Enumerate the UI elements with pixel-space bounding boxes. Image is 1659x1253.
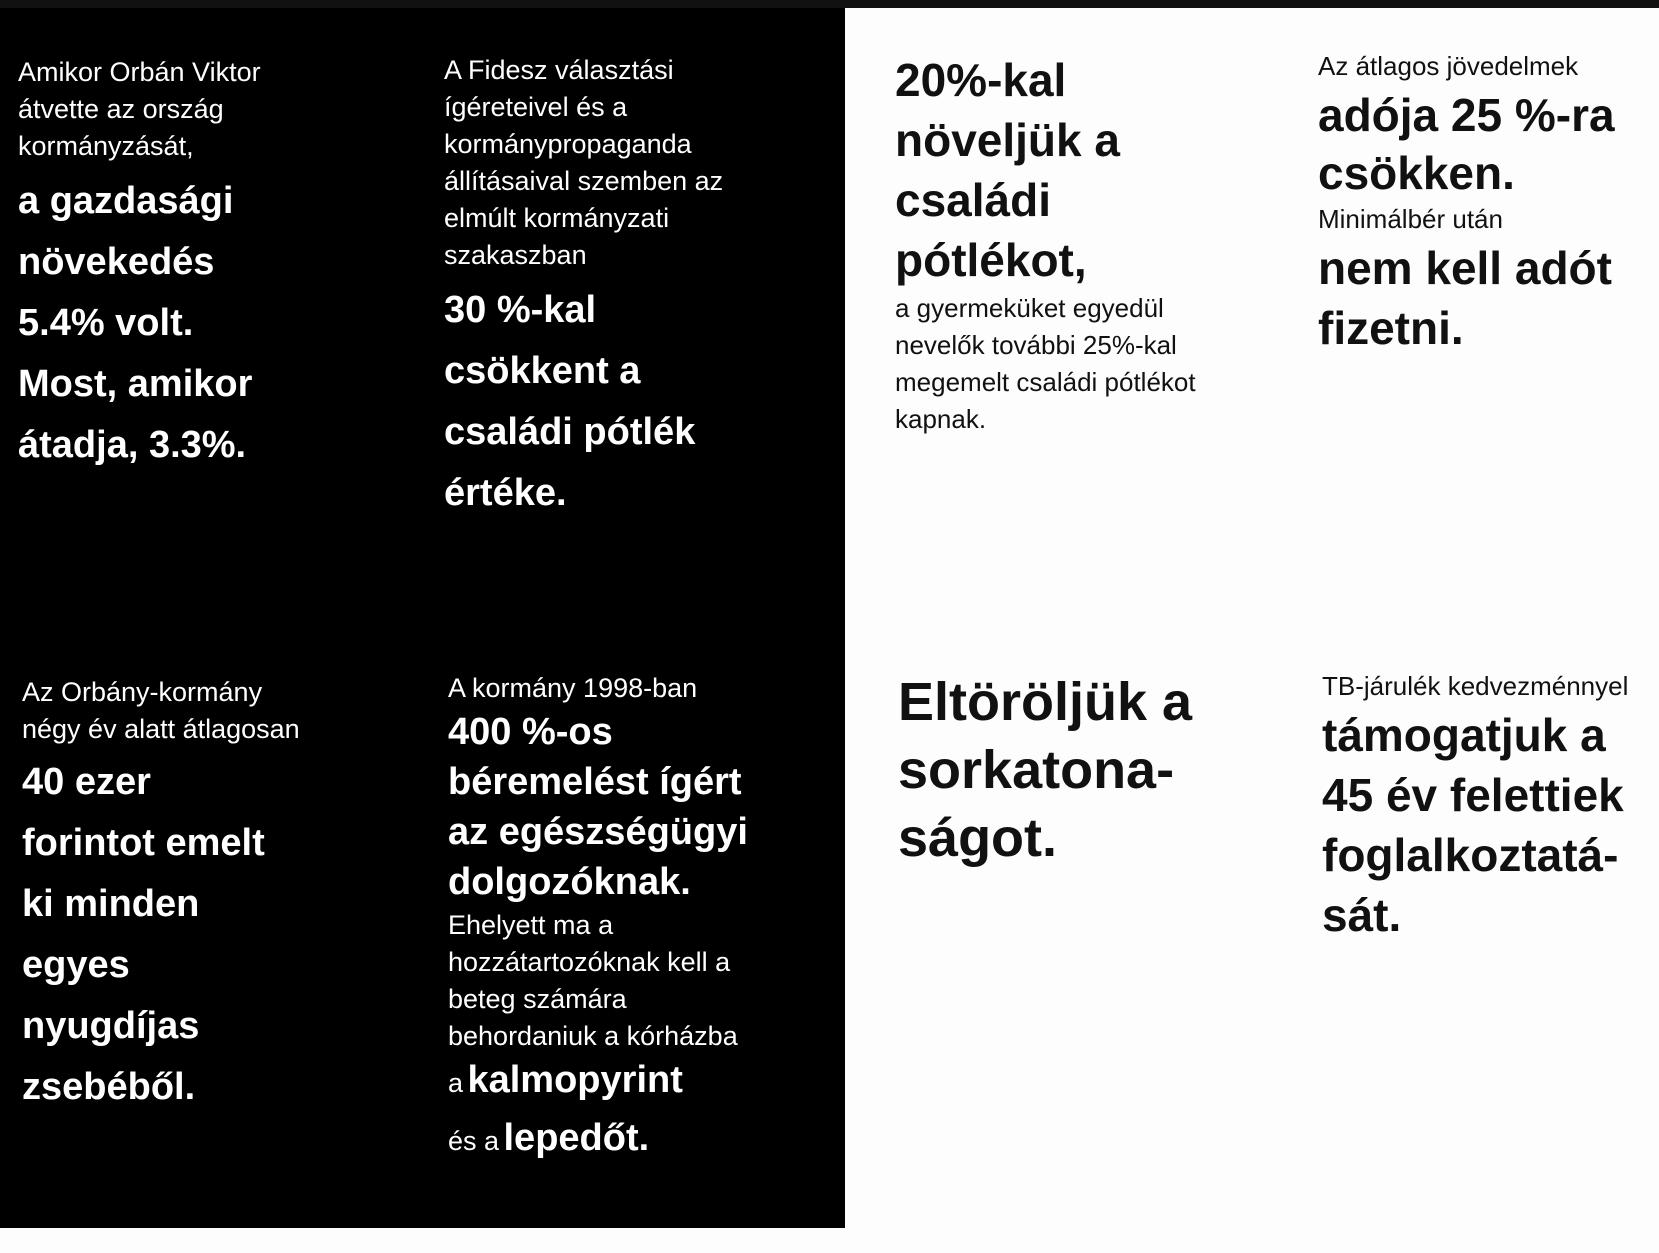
pension-block (22, 674, 372, 1118)
emphasis-line: sorkatona- (898, 740, 1175, 800)
intro-line: átvette az ország (18, 94, 224, 124)
emphasis-line: dolgozóknak. (448, 861, 691, 903)
intro-line: elmúlt kormányzati (444, 203, 670, 233)
emphasis-line: átadja, 3.3%. (18, 424, 247, 466)
healthcare-block (448, 670, 828, 1171)
emphasis-line: 45 év felettiek (1322, 769, 1624, 821)
intro-line: Amikor Orbán Viktor (18, 57, 261, 87)
emphasis-line: egyes (22, 944, 130, 986)
emphasis-line: csökken. (1318, 147, 1515, 199)
emphasis-line: adója 25 %-ra (1318, 89, 1615, 141)
emphasis-line: 5.4% volt. (18, 302, 194, 344)
employment-block (1322, 668, 1659, 945)
detail-line: behordaniuk a kórházba (448, 1021, 738, 1051)
inline-small-text: a (448, 1068, 464, 1098)
lepedo-line (448, 1113, 828, 1171)
emphasis-line: foglalkoztatá- (1322, 829, 1619, 881)
detail-line: kapnak. (895, 404, 987, 434)
emphasis-line: ki minden (22, 883, 200, 925)
detail-line: beteg számára (448, 984, 627, 1014)
emphasis-line: fizetni. (1318, 302, 1464, 354)
emphasis-line: 400 %-os (448, 711, 613, 753)
emphasis-line: értéke. (444, 472, 567, 514)
inline-small-text: és a (448, 1126, 500, 1156)
emphasis-line: pótlékot, (895, 234, 1087, 286)
emphasis-line: 40 ezer (22, 761, 151, 803)
detail-line: a gyermeküket egyedül (895, 293, 1164, 323)
intro-line: ígéreteivel és a (444, 92, 628, 122)
top-rule (0, 0, 1659, 8)
intro-line: szakaszban (444, 240, 587, 270)
intro-line: Az átlagos jövedelmek (1318, 51, 1579, 81)
intro-line: TB-járulék kedvezménnyel (1322, 671, 1629, 701)
detail-line: megemelt családi pótlékot (895, 367, 1196, 397)
inline-big-text: lepedőt. (503, 1117, 650, 1159)
emphasis-line: ságot. (898, 808, 1058, 868)
detail-line: hozzátartozóknak kell a (448, 947, 731, 977)
kalmopyrint-line (448, 1055, 828, 1113)
emphasis-line: növeljük a (895, 114, 1120, 166)
emphasis-line: nyugdíjas (22, 1005, 200, 1047)
emphasis-line: nem kell adót (1318, 242, 1612, 294)
mid-line: Minimálbér után (1318, 204, 1503, 234)
conscription-block (898, 668, 1298, 872)
orban-growth-block (18, 54, 348, 476)
intro-line: állításaival szemben az (444, 166, 724, 196)
emphasis-line: zsebéből. (22, 1066, 196, 1108)
intro-line: A Fidesz választási (444, 55, 674, 85)
inline-big-text: kalmopyrint (467, 1059, 683, 1101)
emphasis-line: Most, amikor (18, 363, 253, 405)
family-allowance-cut-block (444, 52, 804, 524)
emphasis-line: családi (895, 174, 1051, 226)
emphasis-line: az egészségügyi (448, 811, 748, 853)
emphasis-line: 20%-kal (895, 54, 1067, 106)
intro-line: kormánypropaganda (444, 129, 692, 159)
emphasis-line: támogatjuk a (1322, 709, 1606, 761)
detail-line: nevelők további 25%-kal (895, 330, 1177, 360)
emphasis-line: forintot emelt (22, 822, 265, 864)
emphasis-line: 30 %-kal (444, 289, 597, 331)
emphasis-line: növekedés (18, 241, 215, 283)
family-allowance-raise-block (895, 50, 1275, 438)
intro-line: A kormány 1998-ban (448, 673, 698, 703)
emphasis-line: béremelést ígért (448, 761, 742, 803)
emphasis-line: családi pótlék (444, 411, 696, 453)
detail-line: Ehelyett ma a (448, 910, 614, 940)
emphasis-line: sát. (1322, 889, 1402, 941)
emphasis-line: Eltöröljük a (898, 672, 1193, 732)
intro-line: négy év alatt átlagosan (22, 714, 300, 744)
intro-line: Az Orbány-kormány (22, 677, 263, 707)
emphasis-line: a gazdasági (18, 180, 234, 222)
intro-line: kormányzását, (18, 131, 194, 161)
emphasis-line: csökkent a (444, 350, 641, 392)
tax-cut-block (1318, 48, 1659, 358)
